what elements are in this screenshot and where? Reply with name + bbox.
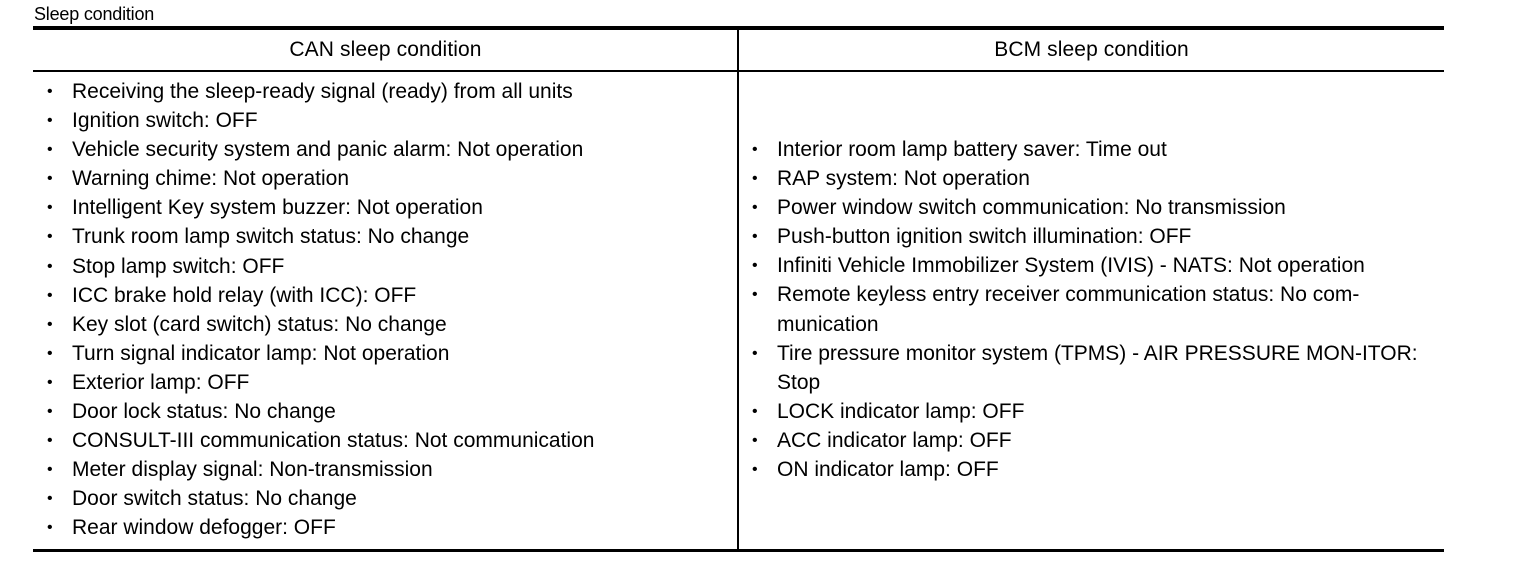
bcm-condition-text: Interior room lamp battery saver: Time out xyxy=(777,138,1167,161)
bcm-condition-text: LOCK indicator lamp: OFF xyxy=(777,399,1025,423)
bullet-icon: • xyxy=(47,141,53,159)
bcm-condition-item xyxy=(752,251,1442,280)
header-can-sleep-condition: CAN sleep condition xyxy=(289,38,482,61)
header-bcm-sleep-condition: BCM sleep condition xyxy=(994,38,1189,61)
bcm-condition-text: Tire pressure monitor system (TPMS) - AIR PRESSURE MON-ITOR: Stop xyxy=(777,341,1418,394)
bullet-icon: • xyxy=(47,257,53,275)
bullet-icon: • xyxy=(752,141,758,158)
table-caption: Sleep condition xyxy=(34,4,155,24)
bullet-icon: • xyxy=(47,286,53,304)
bullet-icon: • xyxy=(47,403,53,421)
can-condition-text: Ignition switch: OFF xyxy=(72,109,258,133)
can-condition-item xyxy=(47,106,727,135)
can-condition-text: Intelligent Key system buzzer: Not operation xyxy=(72,196,483,220)
bcm-condition-text: ACC indicator lamp: OFF xyxy=(777,428,1012,452)
bullet-icon: • xyxy=(47,170,53,188)
bullet-icon: • xyxy=(752,344,758,362)
can-condition-item xyxy=(47,484,727,513)
bullet-icon: • xyxy=(752,286,758,304)
can-condition-text: Door switch status: No change xyxy=(72,487,357,511)
bcm-condition-item xyxy=(752,222,1442,251)
can-condition-text: Turn signal indicator lamp: Not operation xyxy=(72,341,450,365)
can-condition-text: Trunk room lamp switch status: No change xyxy=(72,225,470,249)
bullet-icon: • xyxy=(47,228,53,246)
can-condition-text: CONSULT-III communication status: Not communication xyxy=(72,429,595,453)
can-condition-text: Door lock status: No change xyxy=(72,400,336,424)
bullet-icon: • xyxy=(47,461,53,479)
can-condition-text: Stop lamp switch: OFF xyxy=(72,254,285,278)
can-condition-text: ICC brake hold relay (with ICC): OFF xyxy=(72,283,417,307)
can-condition-item xyxy=(47,310,727,339)
bullet-icon: • xyxy=(47,519,53,537)
bcm-condition-text: ON indicator lamp: OFF xyxy=(777,458,999,482)
can-condition-item xyxy=(47,339,727,368)
bullet-icon: • xyxy=(752,402,758,420)
can-condition-item xyxy=(47,77,727,106)
bullet-icon: • xyxy=(47,344,53,362)
bullet-icon: • xyxy=(47,112,53,130)
bullet-icon: • xyxy=(752,257,758,275)
bullet-icon: • xyxy=(752,170,758,188)
bcm-condition-text: Push-button ignition switch illumination: OFF xyxy=(777,225,1192,249)
bcm-condition-item xyxy=(752,397,1442,426)
bcm-condition-text: Power window switch communication: No transmission xyxy=(777,196,1286,220)
sleep-condition-table xyxy=(33,26,1444,552)
bcm-condition-item xyxy=(752,280,1442,338)
bullet-icon: • xyxy=(47,199,53,217)
bullet-icon: • xyxy=(47,490,53,508)
bcm-condition-list xyxy=(752,135,1442,484)
can-condition-item xyxy=(47,281,727,310)
bullet-icon: • xyxy=(752,431,758,449)
bcm-condition-text: Remote keyless entry receiver communication status: No com-munication xyxy=(777,283,1360,336)
can-condition-text: Warning chime: Not operation xyxy=(72,167,350,191)
can-condition-item xyxy=(47,426,727,455)
bullet-icon: • xyxy=(47,315,53,333)
bcm-condition-item xyxy=(752,426,1442,455)
can-condition-item xyxy=(47,252,727,281)
can-condition-list xyxy=(47,77,727,543)
bullet-icon: • xyxy=(47,432,53,450)
bullet-icon: • xyxy=(47,373,53,391)
bcm-condition-item xyxy=(752,455,1442,484)
can-condition-item xyxy=(47,397,727,426)
bcm-condition-item xyxy=(752,193,1442,222)
bcm-condition-item xyxy=(752,135,1442,164)
can-condition-text: Meter display signal: Non-transmission xyxy=(72,458,433,482)
can-condition-item xyxy=(47,368,727,397)
bullet-icon: • xyxy=(752,461,758,479)
bcm-condition-item xyxy=(752,164,1442,193)
bcm-condition-text: RAP system: Not operation xyxy=(777,167,1030,191)
can-condition-text: Rear window defogger: OFF xyxy=(72,516,336,540)
bcm-condition-text: Infiniti Vehicle Immobilizer System (IVIS) - NATS: Not operation xyxy=(777,254,1365,278)
can-condition-item xyxy=(47,222,727,251)
bullet-icon: • xyxy=(752,228,758,246)
can-condition-text: Receiving the sleep-ready signal (ready) from all units xyxy=(72,80,573,103)
bullet-icon: • xyxy=(752,199,758,217)
bcm-condition-item xyxy=(752,339,1442,397)
can-condition-text: Key slot (card switch) status: No change xyxy=(72,312,447,336)
can-condition-text: Exterior lamp: OFF xyxy=(72,370,250,394)
bullet-icon: • xyxy=(47,83,53,100)
column-divider xyxy=(737,30,739,549)
can-condition-item xyxy=(47,513,727,542)
can-condition-item xyxy=(47,193,727,222)
can-condition-item xyxy=(47,164,727,193)
can-condition-text: Vehicle security system and panic alarm: Not operation xyxy=(72,138,584,162)
can-condition-item xyxy=(47,455,727,484)
can-condition-item xyxy=(47,135,727,164)
